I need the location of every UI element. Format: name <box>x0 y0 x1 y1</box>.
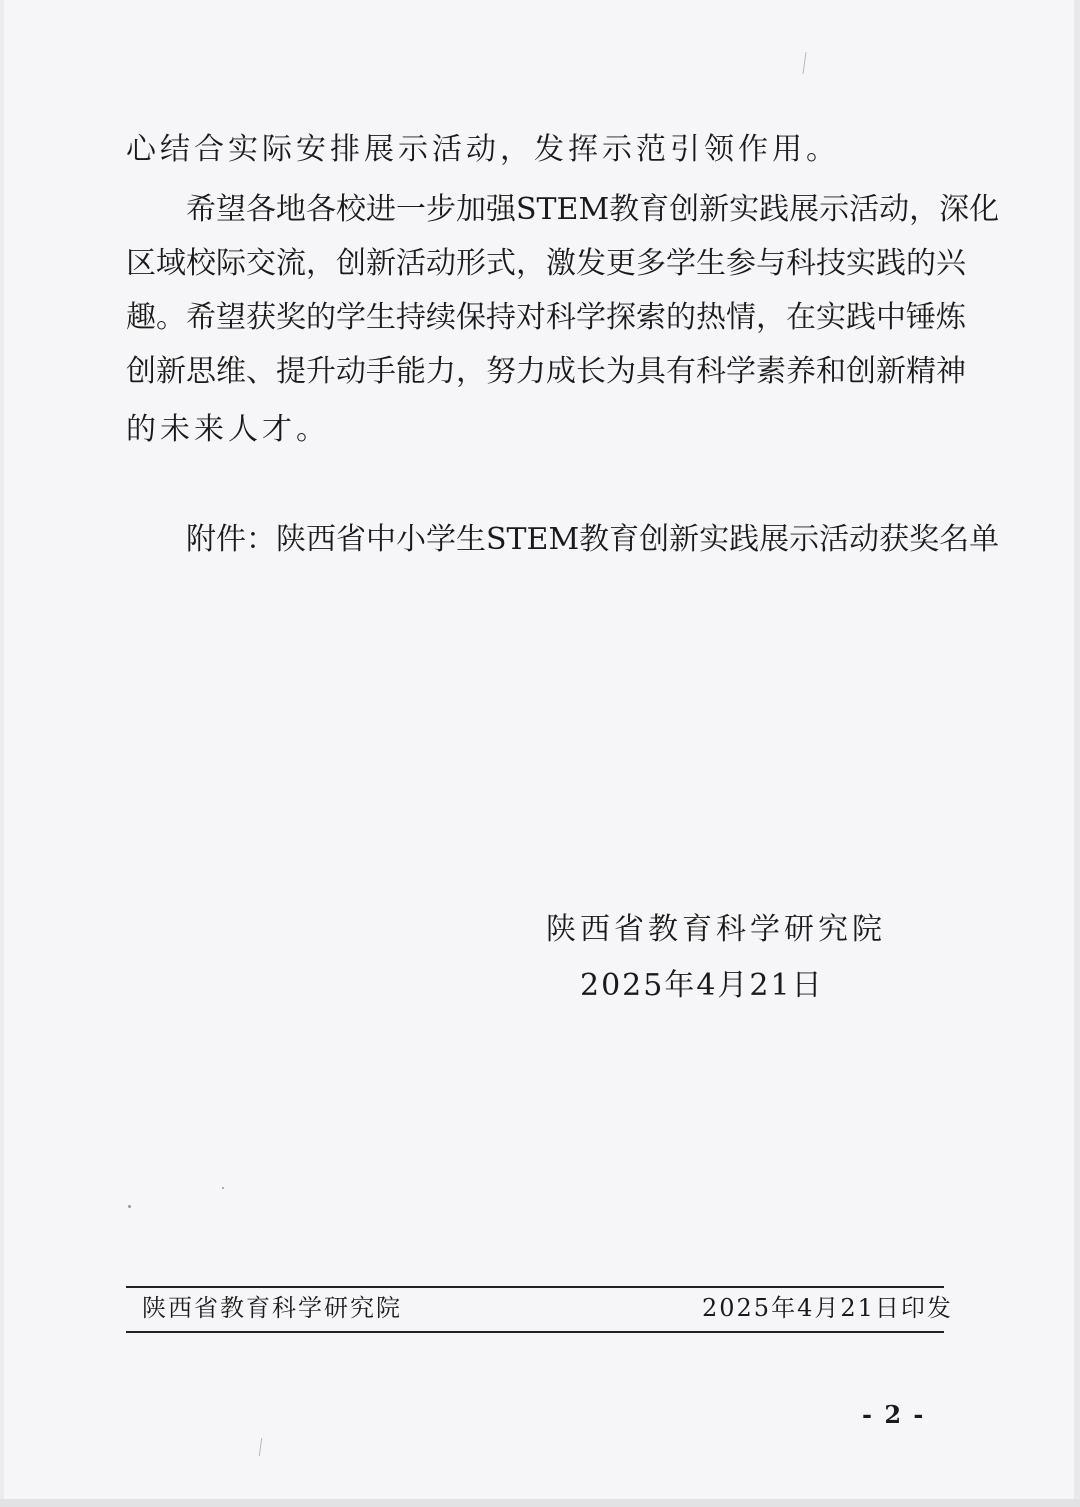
footer-issued-date: 2025年4月21日印发 <box>702 1294 953 1322</box>
attachment-note: 附件：陕西省中小学生STEM教育创新实践展示活动获奖名单 <box>186 522 1000 557</box>
paragraph-line: 趣。希望获奖的学生持续保持对科学探索的热情，在实践中锤炼 <box>126 300 966 335</box>
paragraph-line: 区域校际交流，创新活动形式，激发更多学生参与科技实践的兴 <box>126 246 966 281</box>
scan-edge-bottom <box>0 1499 1080 1507</box>
footer-top-rule <box>126 1286 944 1288</box>
signature-date: 2025年4月21日 <box>580 968 824 1003</box>
paragraph-line: 创新思维、提升动手能力，努力成长为具有科学素养和创新精神 <box>126 354 966 389</box>
scan-speck <box>222 1187 224 1189</box>
scan-mark <box>259 1438 262 1456</box>
page-number: - 2 - <box>862 1400 926 1429</box>
footer-issuer: 陕西省教育科学研究院 <box>142 1294 402 1322</box>
paragraph-continuation-line: 心结合实际安排展示活动，发挥示范引领作用。 <box>126 132 840 167</box>
footer-bottom-rule <box>126 1331 944 1333</box>
paragraph-line: 希望各地各校进一步加强STEM教育创新实践展示活动，深化 <box>186 192 1000 227</box>
scan-mark <box>802 52 806 74</box>
scan-speck <box>128 1205 131 1208</box>
scan-edge-left <box>0 0 4 1507</box>
signature-organization: 陕西省教育科学研究院 <box>546 912 886 947</box>
scan-edge-right <box>1074 0 1080 1507</box>
paragraph-last-line: 的未来人才。 <box>126 412 330 447</box>
